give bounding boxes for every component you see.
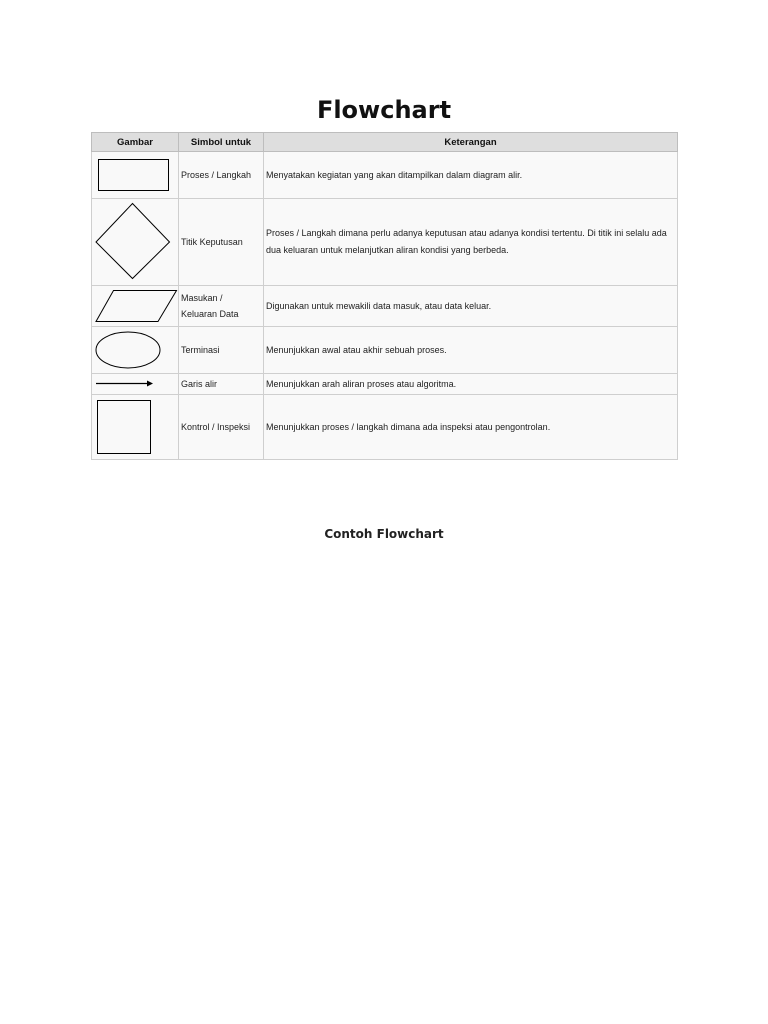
- rectangle-icon: [92, 152, 179, 198]
- header-simbol-untuk: Simbol untuk: [179, 133, 264, 152]
- shape-cell: [92, 374, 179, 395]
- symbol-description: Menyatakan kegiatan yang akan ditampilkan dalam diagram alir.: [264, 152, 678, 199]
- page-title: Flowchart: [316, 96, 452, 124]
- parallelogram-icon: [92, 286, 179, 326]
- arrow-icon: [92, 374, 179, 394]
- symbol-description: Proses / Langkah dimana perlu adanya keputusan atau adanya kondisi tertentu. Di titik ini selalu ada dua keluaran untuk melanjutkan aliran kondisi yang berbeda.: [264, 199, 678, 286]
- symbol-name: Garis alir: [179, 374, 264, 395]
- shape-cell: [92, 327, 179, 374]
- symbol-description: Menunjukkan arah aliran proses atau algoritma.: [264, 374, 678, 395]
- table-row: [92, 395, 678, 460]
- symbol-name: Masukan / Keluaran Data: [179, 286, 264, 327]
- symbol-name: Proses / Langkah: [179, 152, 264, 199]
- diamond-icon: [92, 199, 179, 285]
- square-icon: [92, 395, 179, 459]
- flowchart-symbol-table: [91, 132, 678, 460]
- symbol-name: Kontrol / Inspeksi: [179, 395, 264, 460]
- table-row: [92, 152, 678, 199]
- symbol-description: Menunjukkan proses / langkah dimana ada inspeksi atau pengontrolan.: [264, 395, 678, 460]
- table-row: [92, 199, 678, 286]
- symbol-description: Digunakan untuk mewakili data masuk, atau data keluar.: [264, 286, 678, 327]
- shape-cell: [92, 395, 179, 460]
- header-gambar: Gambar: [92, 133, 179, 152]
- shape-cell: [92, 286, 179, 327]
- symbol-name: Titik Keputusan: [179, 199, 264, 286]
- ellipse-icon: [92, 327, 179, 373]
- shape-cell: [92, 152, 179, 199]
- symbol-description: Menunjukkan awal atau akhir sebuah proses.: [264, 327, 678, 374]
- section-title-contoh-flowchart: Contoh Flowchart: [324, 527, 444, 541]
- table-row: [92, 374, 678, 395]
- table-row: [92, 327, 678, 374]
- table-header-row: [92, 133, 678, 152]
- shape-cell: [92, 199, 179, 286]
- header-keterangan: Keterangan: [264, 133, 678, 152]
- symbol-name: Terminasi: [179, 327, 264, 374]
- table-row: [92, 286, 678, 327]
